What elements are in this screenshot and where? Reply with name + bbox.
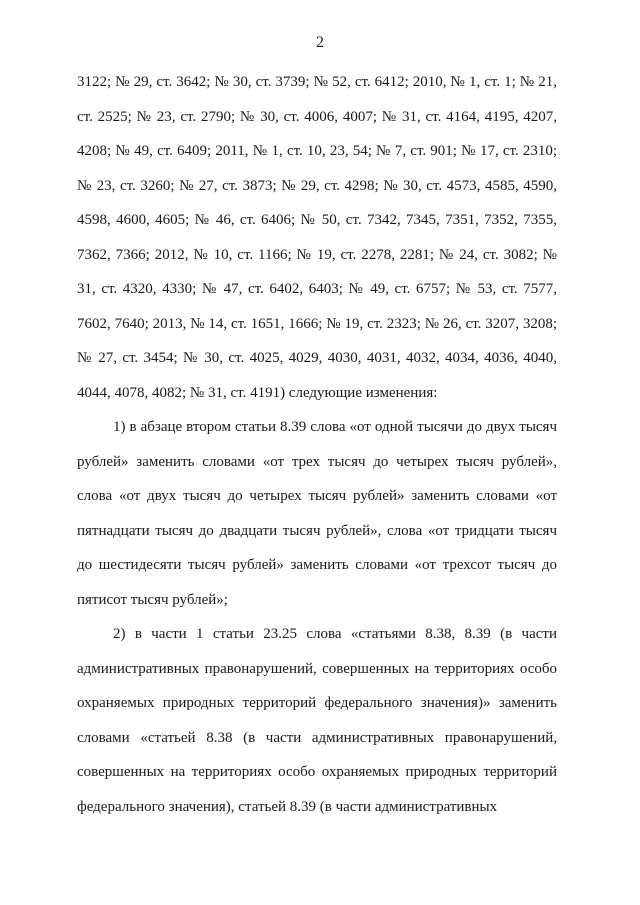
paragraph-citation-list: 3122; № 29, ст. 3642; № 30, ст. 3739; № 52, ст. 6412; 2010, № 1, ст. 1; № 21, ст. 2525; № 23, ст. 2790; № 30, ст. 4006, 4007; № 31, ст. 4164, 4195, 4207, 4208; № 49, ст. 6409; 2011, № 1, ст. 10, 23, 54; № 7, ст. 901; № 17, ст. 2310; № 23, ст. 3260; № 27, ст. 3873; № 29, ст. 4298; № 30, ст. 4573, 4585, 4590, 4598, 4600, 4605; № 46, ст. 6406; № 50, ст. 7342, 7345, 7351, 7352, 7355, 7362, 7366; 2012, № 10, ст. 1166; № 19, ст. 2278, 2281; № 24, ст. 3082; № 31, ст. 4320, 4330; № 47, ст. 6402, 6403; № 49, ст. 6757; № 53, ст. 7577, 7602, 7640; 2013, № 14, ст. 1651, 1666; № 19, ст. 2323; № 26, ст. 3207, 3208; № 27, ст. 3454; № 30, ст. 4025, 4029, 4030, 4031, 4032, 4034, 4036, 4040, 4044, 4078, 4082; № 31, ст. 4191) следующие изменения: — [77, 74, 557, 401]
paragraph-amendment-2: 2) в части 1 статьи 23.25 слова «статьями 8.38, 8.39 (в части административных правонарушений, совершенных на территориях особо охраняемых природных территорий федерального значения)» заменить словами «статьей 8.38 (в части административных правонарушений, совершенных на территориях особо охраняемых природных территорий федерального значения), статьей 8.39 (в части административных — [77, 626, 557, 815]
page-number: 2 — [316, 34, 324, 51]
document-body — [77, 65, 557, 824]
paragraph-amendment-1: 1) в абзаце втором статьи 8.39 слова «от одной тысячи до двух тысяч рублей» заменить словами «от трех тысяч до четырех тысяч рублей», слова «от двух тысяч до четырех тысяч рублей» заменить словами «от пятнадцати тысяч до двадцати тысяч рублей», слова «от тридцати тысяч до шестидесяти тысяч рублей» заменить словами «от трехсот тысяч до пятисот тысяч рублей»; — [77, 419, 557, 608]
